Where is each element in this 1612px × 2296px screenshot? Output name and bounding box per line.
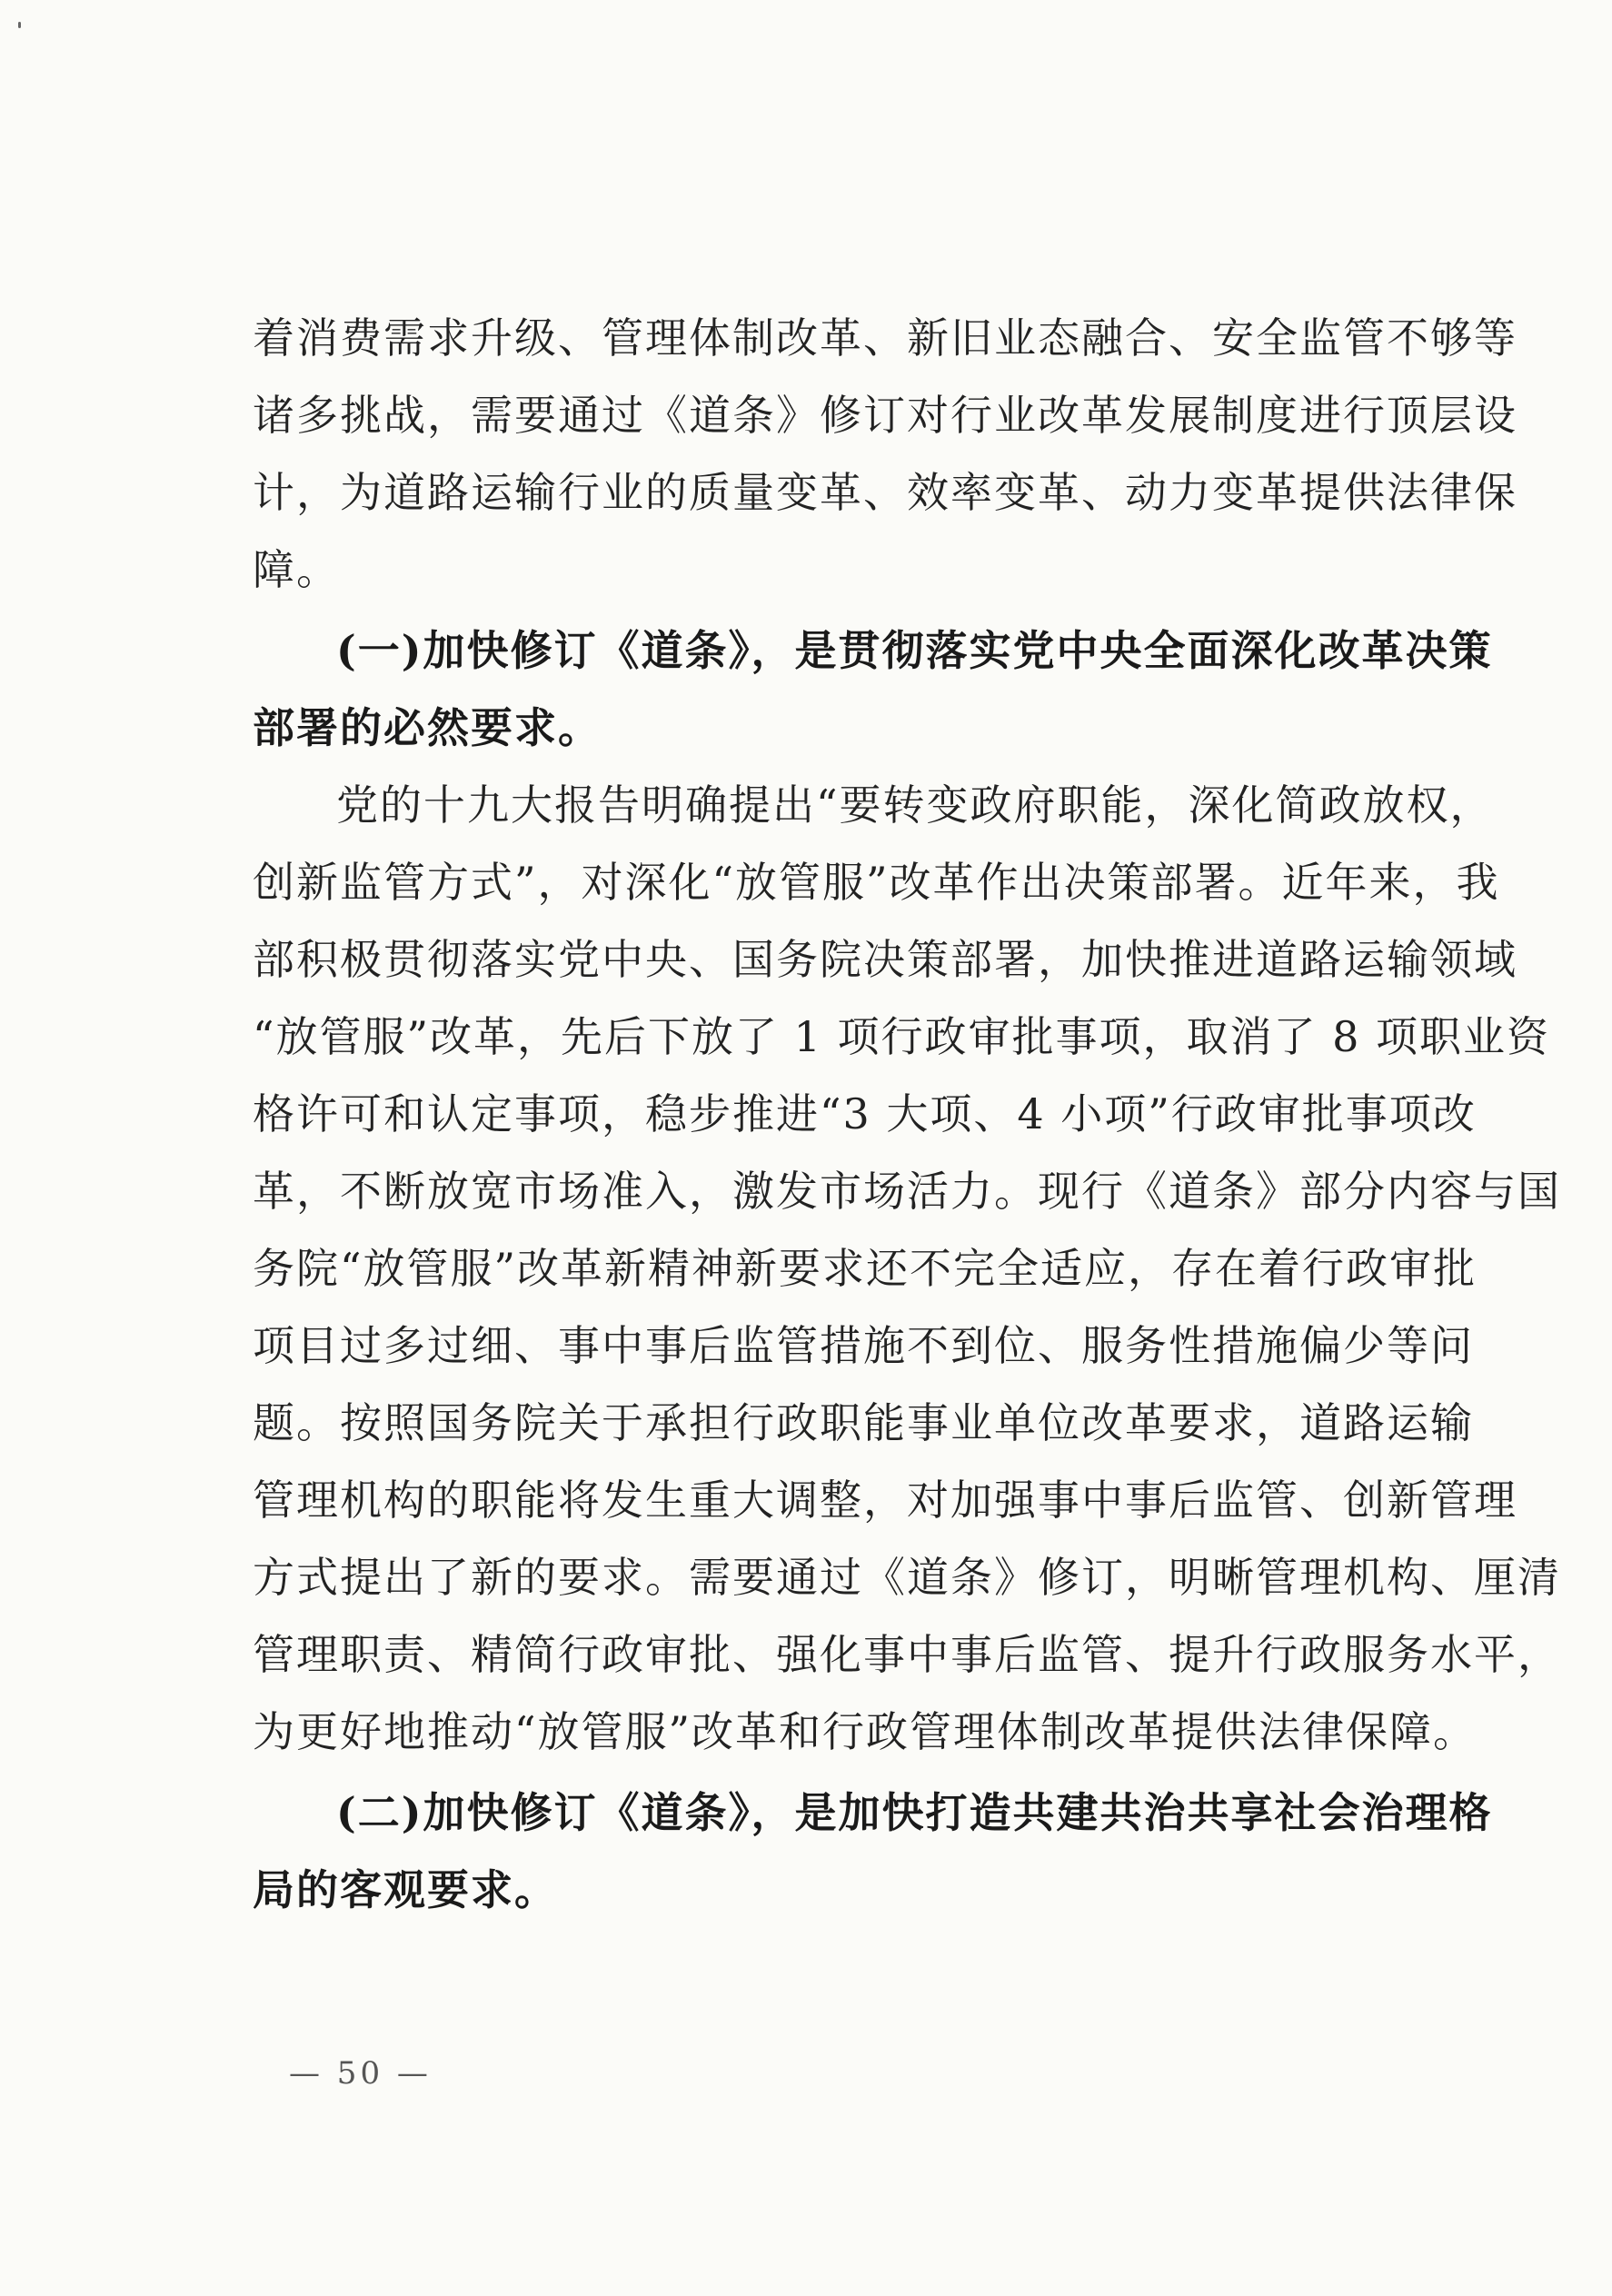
text-line: 诸多挑战，需要通过《道条》修订对行业改革发展制度进行顶层设 bbox=[253, 391, 1517, 440]
page-number: — 50 — bbox=[289, 2055, 432, 2092]
section-heading-2-cont: 局的客观要求。 bbox=[253, 1865, 558, 1914]
text-line: 务院“放管服”改革新精神新要求还不完全适应，存在着行政审批 bbox=[253, 1244, 1478, 1293]
body-text bbox=[253, 300, 1561, 1929]
text-line: 方式提出了新的要求。需要通过《道条》修订，明晰管理机构、厘清 bbox=[253, 1553, 1561, 1602]
text-line: 题。按照国务院关于承担行政职能事业单位改革要求，道路运输 bbox=[253, 1398, 1474, 1447]
text-line: 着消费需求升级、管理体制改革、新旧业态融合、安全监管不够等 bbox=[253, 313, 1517, 363]
text-line: 格许可和认定事项，稳步推进“3 大项、4 小项”行政审批事项改 bbox=[253, 1089, 1477, 1138]
section-heading-2: (二)加快修订《道条》，是加快打造共建共治共享社会治理格 bbox=[336, 1788, 1493, 1837]
section-heading-1: (一)加快修订《道条》，是贯彻落实党中央全面深化改革决策 bbox=[336, 626, 1493, 675]
text-line: 为更好地推动“放管服”改革和行政管理体制改革提供法律保障。 bbox=[253, 1707, 1478, 1756]
text-line: 管理机构的职能将发生重大调整，对加强事中事后监管、创新管理 bbox=[253, 1476, 1517, 1525]
text-line: 障。 bbox=[253, 545, 340, 594]
section-heading-1-cont: 部署的必然要求。 bbox=[253, 703, 602, 752]
text-line: 党的十九大报告明确提出“要转变政府职能，深化简政放权， bbox=[336, 780, 1494, 830]
text-line: 部积极贯彻落实党中央、国务院决策部署，加快推进道路运输领域 bbox=[253, 935, 1517, 984]
text-line: 管理职责、精简行政审批、强化事中事后监管、提升行政服务水平， bbox=[253, 1630, 1561, 1679]
text-line: 计，为道路运输行业的质量变革、效率变革、动力变革提供法律保 bbox=[253, 468, 1517, 517]
text-line: 革，不断放宽市场准入，激发市场活力。现行《道条》部分内容与国 bbox=[253, 1167, 1561, 1216]
text-line: “放管服”改革，先后下放了 1 项行政审批事项，取消了 8 项职业资 bbox=[253, 1012, 1551, 1061]
text-line: 创新监管方式”，对深化“放管服”改革作出决策部署。近年来，我 bbox=[253, 858, 1500, 907]
text-line: 项目过多过细、事中事后监管措施不到位、服务性措施偏少等问 bbox=[253, 1321, 1474, 1370]
scan-speck bbox=[18, 22, 21, 28]
